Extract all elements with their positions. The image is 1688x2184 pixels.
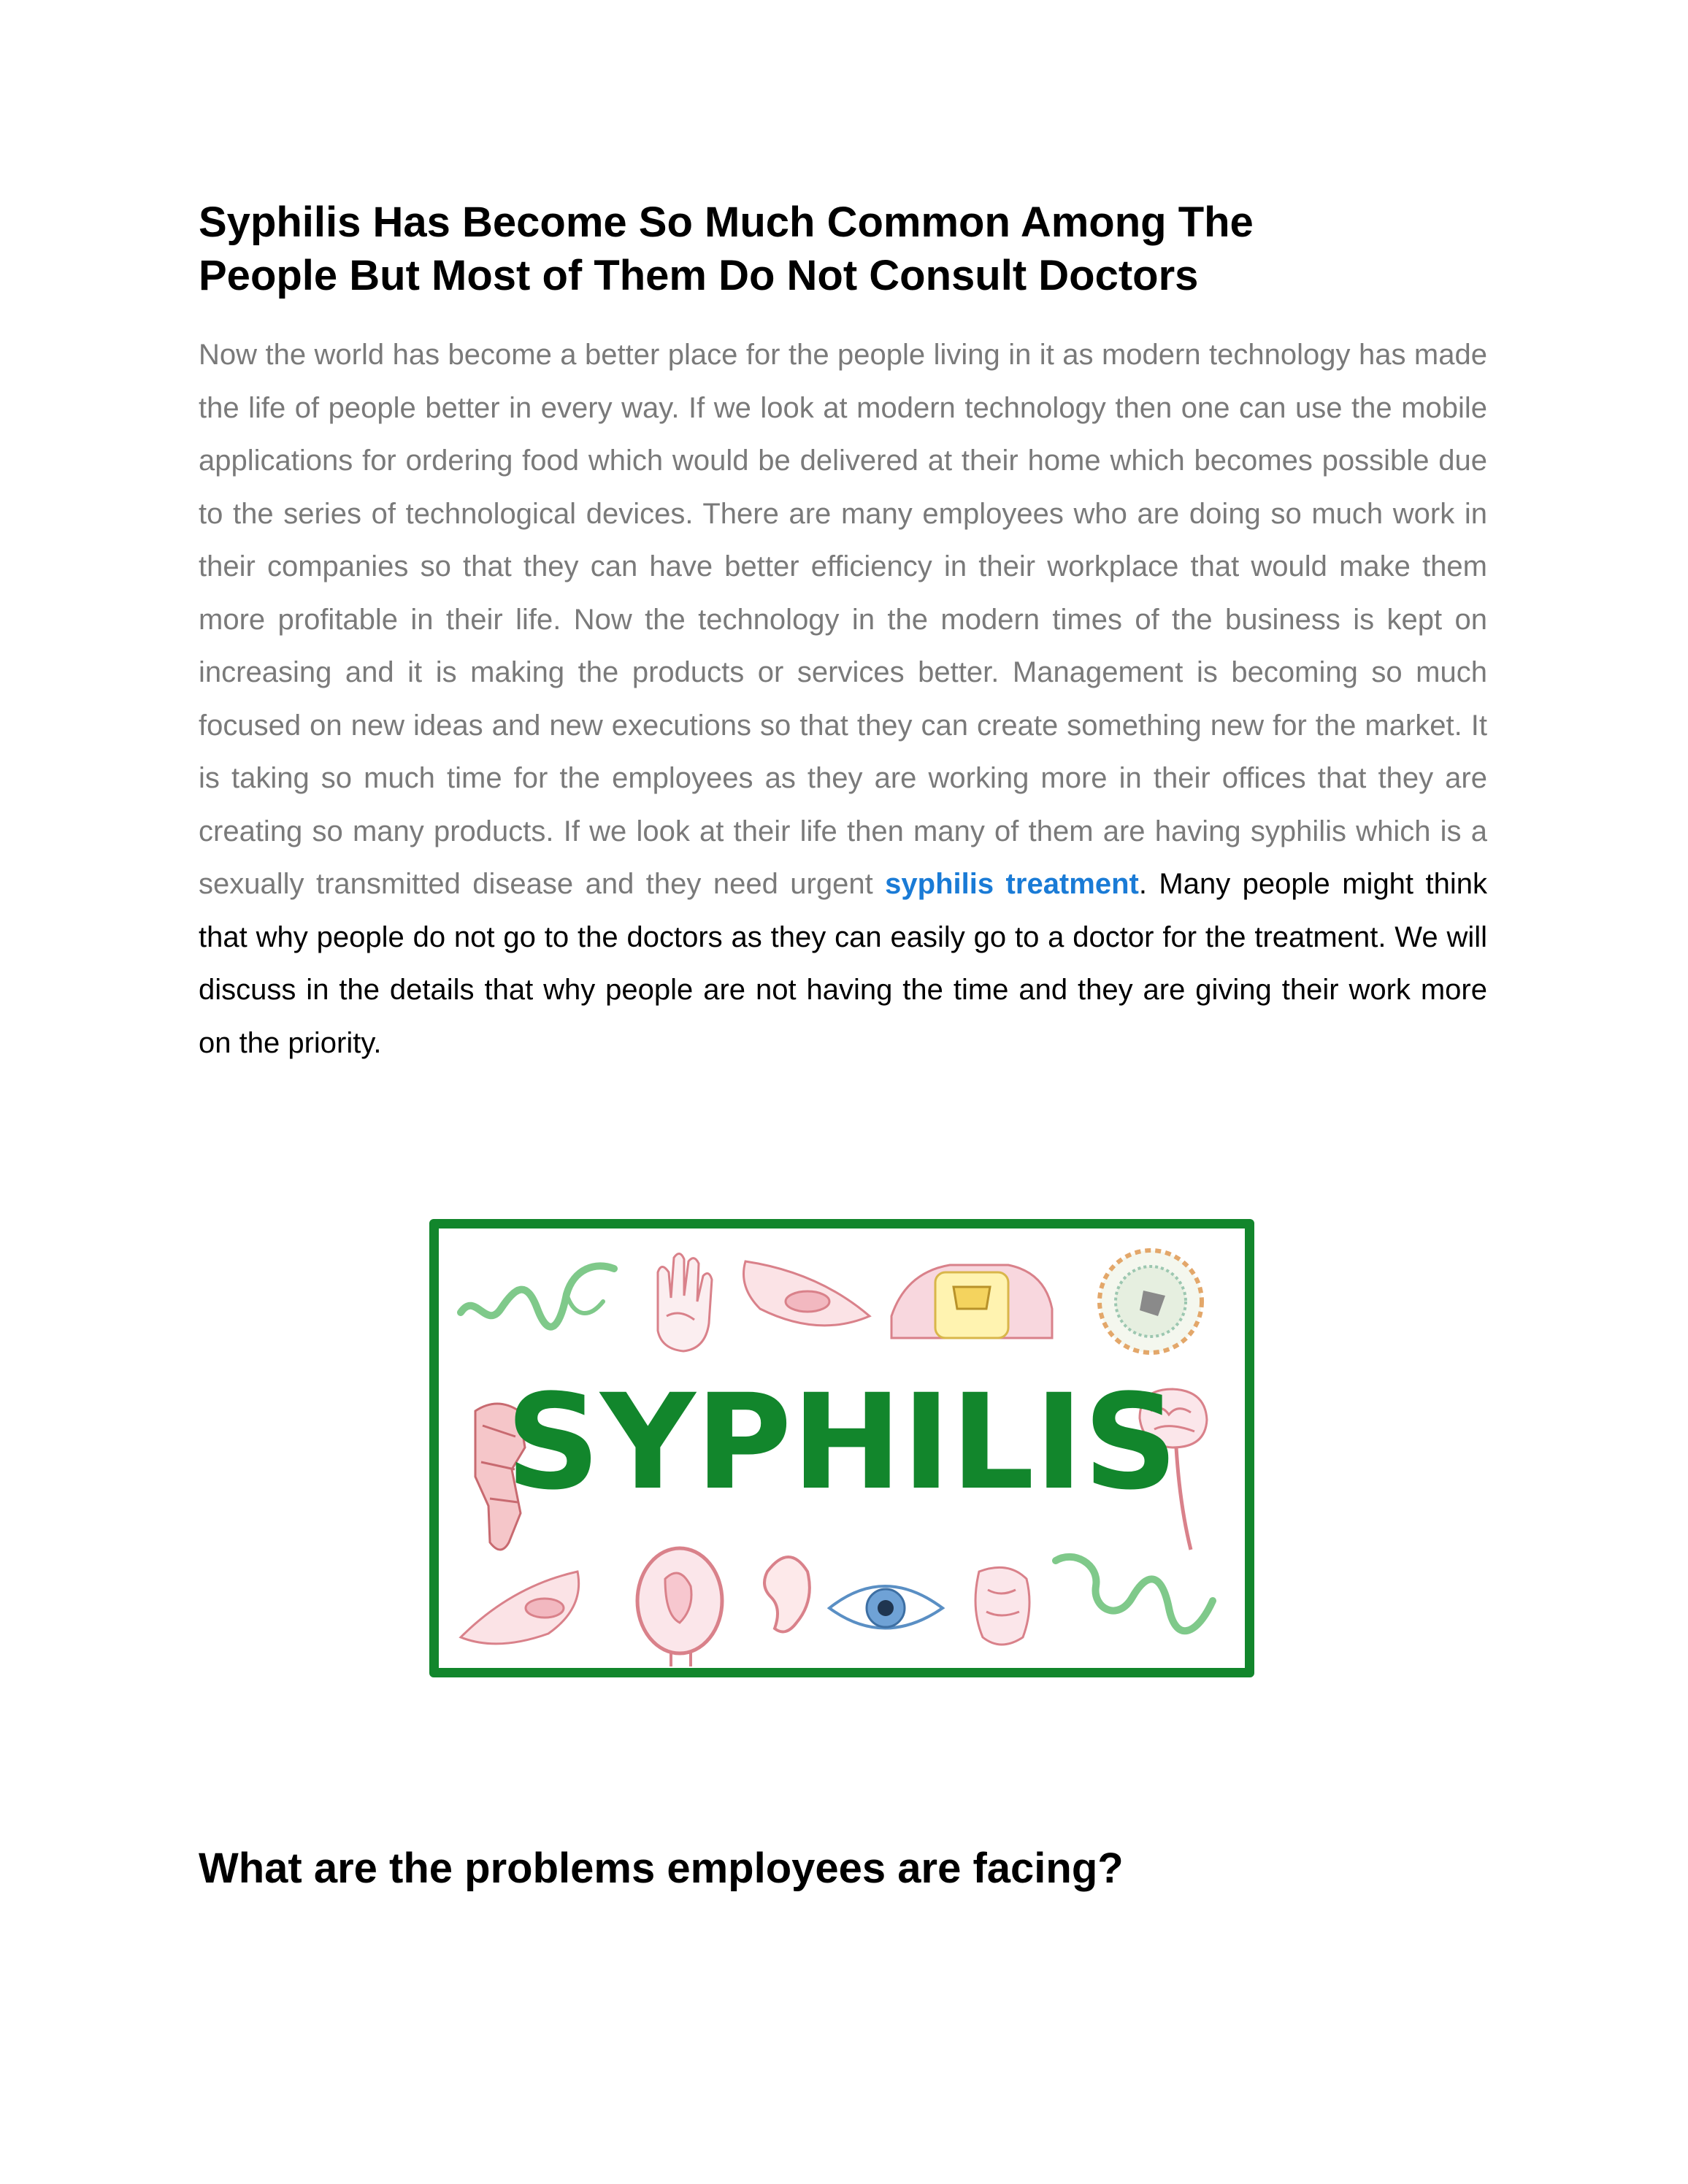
article-title-line-2: People But Most of Them Do Not Consult Doctors	[199, 252, 1199, 299]
syphilis-illustration	[429, 1219, 1254, 1677]
section-heading: What are the problems employees are facing?	[199, 1845, 1124, 1892]
skin-lesion-icon	[461, 1572, 579, 1644]
hand-icon	[658, 1253, 712, 1351]
article-body-paragraph	[199, 328, 1487, 1069]
article-title	[199, 196, 1498, 302]
body-text-grey: Now the world has become a better place for the people living in it as modern technology has made the life of people better in every way. If we look at modern technology then one can use the mobile applications for ordering food which would be delivered at their home which becomes possible due to the series of technological devices. There are many employees who are doing so much work in their companies so that they can have better efficiency in their workplace that would make them more profitable in their life. Now the technology in the modern times of the business is kept on increasing and it is making the products or services better. Management is becoming so much focused on new ideas and new executions so that they can create something new for the market. It is taking so much time for the employees as they are working more in their offices that they are creating so many products. If we look at their life then many of them are having syphilis which is a sexually transmitted disease and they need urgent	[199, 339, 1487, 900]
cell-icon	[1100, 1250, 1202, 1353]
bacterium-icon	[1056, 1557, 1213, 1631]
ear-icon	[764, 1557, 810, 1632]
body-text-black: . Many people might think that why people do not go to the doctors as they can easily go to a doctor for the treatment. We will discuss in the details that why people are not having the time and they are giving their work more on the priority.	[199, 868, 1487, 1059]
illustration-canvas	[439, 1228, 1245, 1668]
spinal-cord-icon	[891, 1265, 1052, 1338]
eye-icon	[829, 1586, 943, 1629]
kidney-icon	[975, 1567, 1029, 1645]
bacterium-icon	[461, 1266, 614, 1326]
article-title-line-1: Syphilis Has Become So Much Common Among The	[199, 199, 1254, 246]
uterus-fetus-icon	[637, 1548, 722, 1666]
syphilis-treatment-link[interactable]: syphilis treatment	[885, 868, 1139, 900]
skin-lesion-icon	[744, 1261, 870, 1326]
figure-title: SYPHILIS	[505, 1366, 1178, 1519]
